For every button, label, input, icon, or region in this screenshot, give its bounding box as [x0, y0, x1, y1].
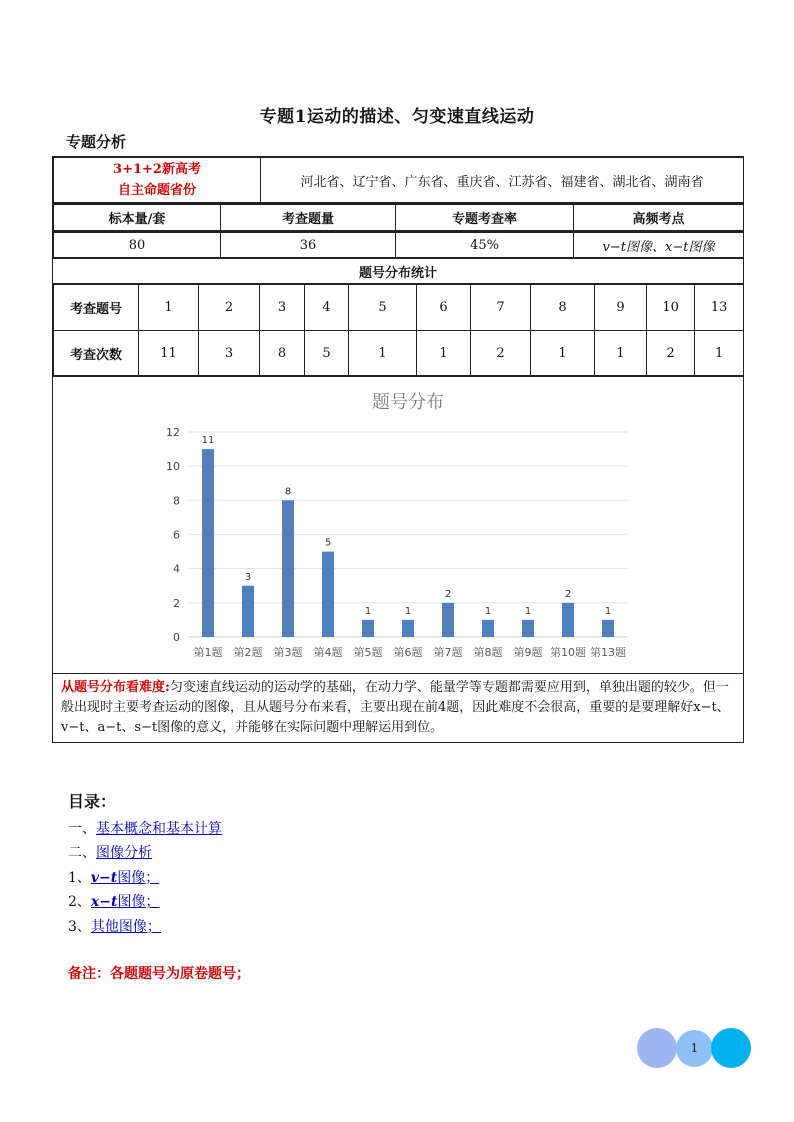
- question-number: 13: [695, 285, 743, 331]
- bar: [282, 500, 294, 637]
- header-hot-topics: 高频考点: [574, 205, 744, 231]
- data-label: 2: [444, 588, 452, 600]
- toc-prefix: 3、: [68, 918, 91, 935]
- bar: [522, 620, 534, 637]
- y-tick-label: 2: [173, 596, 180, 610]
- question-number: 7: [471, 285, 531, 331]
- question-number: 2: [199, 285, 260, 331]
- y-tick-label: 10: [166, 460, 180, 474]
- data-label: 11: [201, 435, 215, 447]
- row-label-numbers: 考查题号: [54, 285, 139, 331]
- exam-label-line2: 自主命题省份: [117, 183, 196, 198]
- question-number: 1: [139, 285, 199, 331]
- value-sample-size: 80: [54, 233, 221, 258]
- chart-cell: [53, 377, 744, 674]
- table-of-contents: [68, 790, 222, 939]
- toc-link-text: 图像；: [117, 869, 160, 886]
- question-count: 1: [695, 331, 743, 376]
- question-count: 1: [595, 331, 647, 376]
- question-count: 2: [647, 331, 695, 376]
- page-title: 专题1运动的描述、匀变速直线运动: [259, 107, 535, 127]
- bar: [602, 620, 614, 637]
- bar: [442, 603, 454, 637]
- bar: [482, 620, 494, 637]
- distribution-grid: [53, 284, 743, 376]
- x-tick-label: 第5题: [353, 646, 383, 659]
- bar-chart: [53, 377, 743, 673]
- toc-prefix: 二、: [68, 845, 96, 861]
- question-count: 11: [139, 331, 199, 376]
- toc-prefix: 一、: [68, 820, 96, 837]
- toc-item: [68, 915, 222, 940]
- bar: [322, 552, 334, 637]
- data-label: 2: [564, 588, 572, 600]
- toc-link-vt-graph[interactable]: [91, 870, 159, 886]
- toc-math: v−t: [90, 869, 118, 886]
- toc-link-graph-analysis[interactable]: 图像分析: [96, 845, 152, 861]
- question-number: 4: [305, 285, 349, 331]
- y-tick-label: 6: [173, 528, 180, 542]
- toc-math: x−t: [90, 894, 118, 910]
- chart-title: 题号分布: [372, 392, 444, 413]
- bar: [402, 620, 414, 637]
- x-tick-label: 第1题: [193, 646, 223, 659]
- toc-item: [68, 890, 222, 915]
- x-tick-label: 第4题: [313, 646, 343, 659]
- question-count: 3: [199, 331, 260, 376]
- x-tick-label: 第6题: [393, 646, 423, 659]
- section-label: 专题分析: [66, 133, 127, 151]
- row-label-counts: 考查次数: [54, 331, 139, 376]
- data-label: 1: [524, 605, 532, 617]
- toc-item: [68, 817, 222, 842]
- header-sample-size: 标本量/套: [54, 205, 221, 231]
- data-label: 1: [604, 605, 612, 617]
- toc-prefix: 1、: [68, 869, 91, 886]
- decorative-circle-right: [711, 1028, 751, 1068]
- toc-heading: 目录：: [68, 792, 117, 811]
- bar: [202, 449, 214, 637]
- toc-link-basic-concepts[interactable]: 基本概念和基本计算: [96, 820, 222, 837]
- y-tick-label: 8: [173, 494, 180, 508]
- question-count: 1: [531, 331, 595, 376]
- x-tick-label: 第9题: [513, 646, 543, 659]
- header-question-count: 考查题量: [221, 205, 396, 231]
- toc-link-text: 图像；: [117, 894, 160, 910]
- question-number: 3: [260, 285, 305, 331]
- x-tick-label: 第8题: [473, 646, 503, 659]
- bar: [242, 586, 254, 637]
- toc-item: [68, 841, 222, 866]
- question-count: 8: [260, 331, 305, 376]
- bar: [362, 620, 374, 637]
- question-number: 8: [531, 285, 595, 331]
- data-label: 3: [244, 571, 252, 583]
- exam-label-line1: 3+1+2新高考: [113, 162, 201, 177]
- toc-item: [68, 866, 222, 891]
- question-number: 5: [349, 285, 417, 331]
- value-question-count: 36: [221, 233, 396, 258]
- difficulty-note: [53, 674, 744, 743]
- data-label: 5: [324, 537, 332, 549]
- provinces-cell: 河北省、辽宁省、广东省、重庆省、江苏省、福建省、湖北省、湖南省: [261, 158, 744, 203]
- x-tick-label: 第3题: [273, 646, 303, 659]
- y-tick-label: 0: [173, 631, 180, 644]
- toc-link-xt-graph[interactable]: [91, 894, 160, 910]
- question-number: 6: [417, 285, 471, 331]
- data-label: 1: [404, 605, 412, 617]
- x-tick-label: 第2题: [233, 646, 263, 659]
- toc-link-other-graphs[interactable]: 其他图像；: [90, 918, 161, 935]
- analysis-table: [52, 156, 744, 743]
- value-hot-topics: v−t图像、x−t图像: [574, 233, 744, 258]
- page-number: 1: [690, 1041, 699, 1055]
- note-label: 从题号分布看难度:: [61, 680, 170, 695]
- note-text: 匀变速直线运动的运动学的基础，在动力学、能量学等专题都需要应用到，单独出题的较少。但一般出现时主要考查运动的图像，且从题号分布来看，主要出现在前4题，因此难度不会很高，重要的是要理解好x−t、v−t、a−t、s−t图像的意义，并能够在实际问题中理解运用到位。: [61, 680, 730, 735]
- data-label: 1: [364, 605, 372, 617]
- question-count: 5: [305, 331, 349, 376]
- question-count: 1: [417, 331, 471, 376]
- y-tick-label: 12: [166, 426, 180, 439]
- question-number: 10: [647, 285, 695, 331]
- x-tick-label: 第13题: [590, 646, 626, 659]
- exam-label-cell: [54, 158, 261, 203]
- bar: [562, 603, 574, 637]
- remark: 备注：各题题号为原卷题号；: [68, 966, 250, 982]
- header-exam-rate: 专题考查率: [396, 205, 574, 231]
- x-tick-label: 第10题: [550, 646, 586, 659]
- y-tick-label: 4: [173, 562, 180, 576]
- question-number: 9: [595, 285, 647, 331]
- question-count: 2: [471, 331, 531, 376]
- decorative-circle-left: [637, 1028, 677, 1068]
- value-exam-rate: 45%: [396, 233, 574, 258]
- question-count: 1: [349, 331, 417, 376]
- distribution-title: 题号分布统计: [53, 259, 744, 284]
- data-label: 1: [484, 605, 492, 617]
- x-tick-label: 第7题: [433, 646, 463, 659]
- data-label: 8: [284, 486, 292, 498]
- toc-prefix: 2、: [68, 894, 91, 910]
